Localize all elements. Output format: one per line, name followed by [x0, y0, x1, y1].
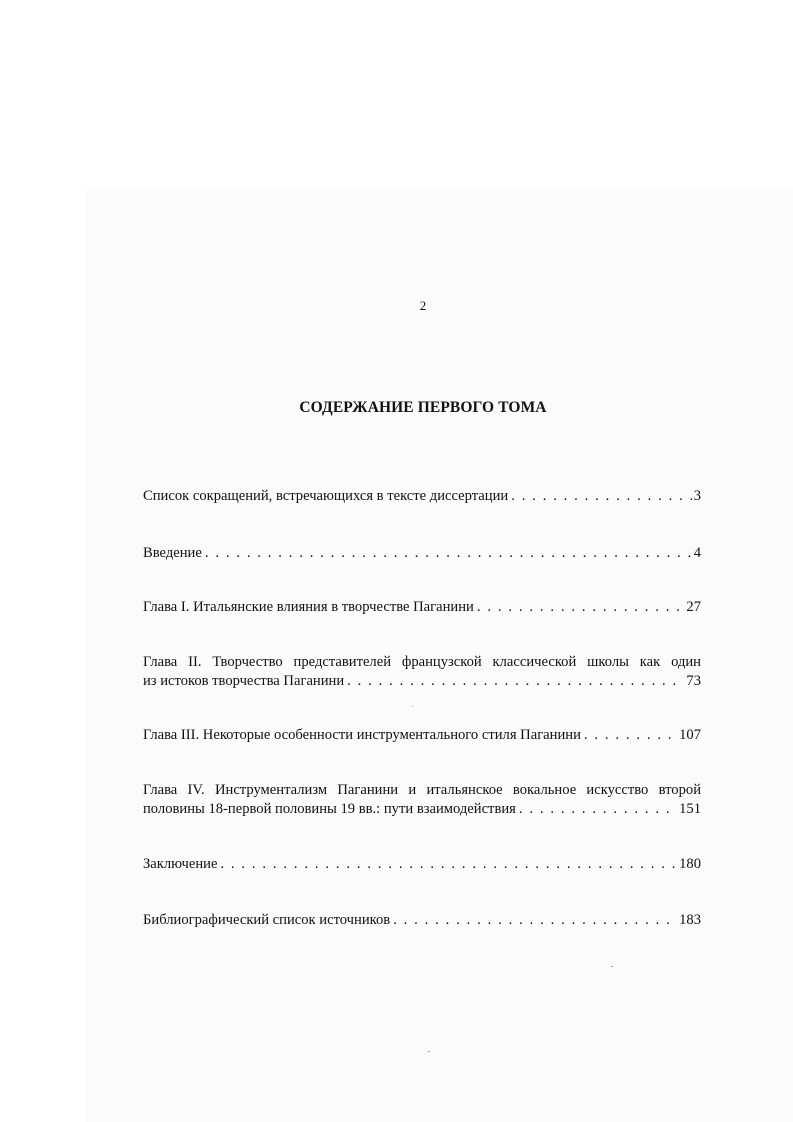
toc-entry-page: 107: [679, 727, 701, 743]
toc-entry-line: [143, 544, 701, 563]
toc-entry-page: 3: [693, 488, 701, 504]
toc-entry-title: из истоков творчества Паганини: [143, 673, 345, 689]
scan-speck: [428, 1051, 430, 1052]
toc-entry-line: [143, 672, 701, 691]
toc-entry-page: 27: [686, 599, 701, 615]
toc-leader-dots: [519, 800, 677, 819]
toc-leader-dots: [347, 672, 684, 691]
page-number: 2: [419, 298, 427, 313]
toc-entry-page: 4: [693, 545, 701, 561]
toc-entry-title-line: Глава IV. Инструментализм Паганини и итальянское вокальное искусство второй: [143, 782, 701, 798]
toc-entry-title-line: Глава II. Творчество представителей французской классической школы как один: [143, 654, 701, 670]
toc-entry-title: половины 18-первой половины 19 вв.: пути взаимодействия: [143, 801, 516, 817]
toc-title: СОДЕРЖАНИЕ ПЕРВОГО ТОМА: [299, 399, 547, 416]
toc-entry-title: Библиографический список источников: [143, 912, 391, 928]
toc-entry-conclusion: [143, 855, 701, 874]
toc-entry-title: Введение: [143, 545, 202, 561]
toc-entry-chapter-3: [143, 726, 701, 745]
toc-entry-title: Глава I. Итальянские влияния в творчестве Паганини: [143, 599, 474, 615]
toc-entry-line: [143, 726, 701, 745]
toc-leader-dots: [393, 911, 677, 930]
toc-entry-introduction: [143, 544, 701, 563]
toc-leader-dots: [584, 726, 677, 745]
toc-leader-dots: [511, 487, 692, 506]
toc-entry-title: Заключение: [143, 856, 218, 872]
toc-entry-title: Глава III. Некоторые особенности инструментального стиля Паганини: [143, 727, 581, 743]
toc-entry-page: 151: [679, 801, 701, 817]
toc-entry-page: 183: [679, 912, 701, 928]
toc-entry-bibliography: [143, 911, 701, 930]
toc-leader-dots: [477, 598, 685, 617]
toc-entry-page: 180: [679, 856, 701, 872]
toc-entry-chapter-1: [143, 598, 701, 617]
toc-entry-abbreviations: [143, 487, 701, 506]
toc-entry-line: [143, 855, 701, 874]
toc-entry-line: [143, 911, 701, 930]
scan-speck: [412, 706, 413, 707]
scan-speck: [611, 966, 613, 967]
toc-entry-line: [143, 800, 701, 819]
toc-entry-page: 73: [686, 673, 701, 689]
toc-leader-dots: [205, 544, 692, 563]
toc-entry-chapter-2: [143, 653, 701, 691]
toc-leader-dots: [220, 855, 677, 874]
toc-entry-line: [143, 487, 701, 506]
toc-entry-line: [143, 598, 701, 617]
toc-entry-title: Список сокращений, встречающихся в тексте диссертации: [143, 488, 509, 504]
toc-entry-chapter-4: [143, 781, 701, 819]
